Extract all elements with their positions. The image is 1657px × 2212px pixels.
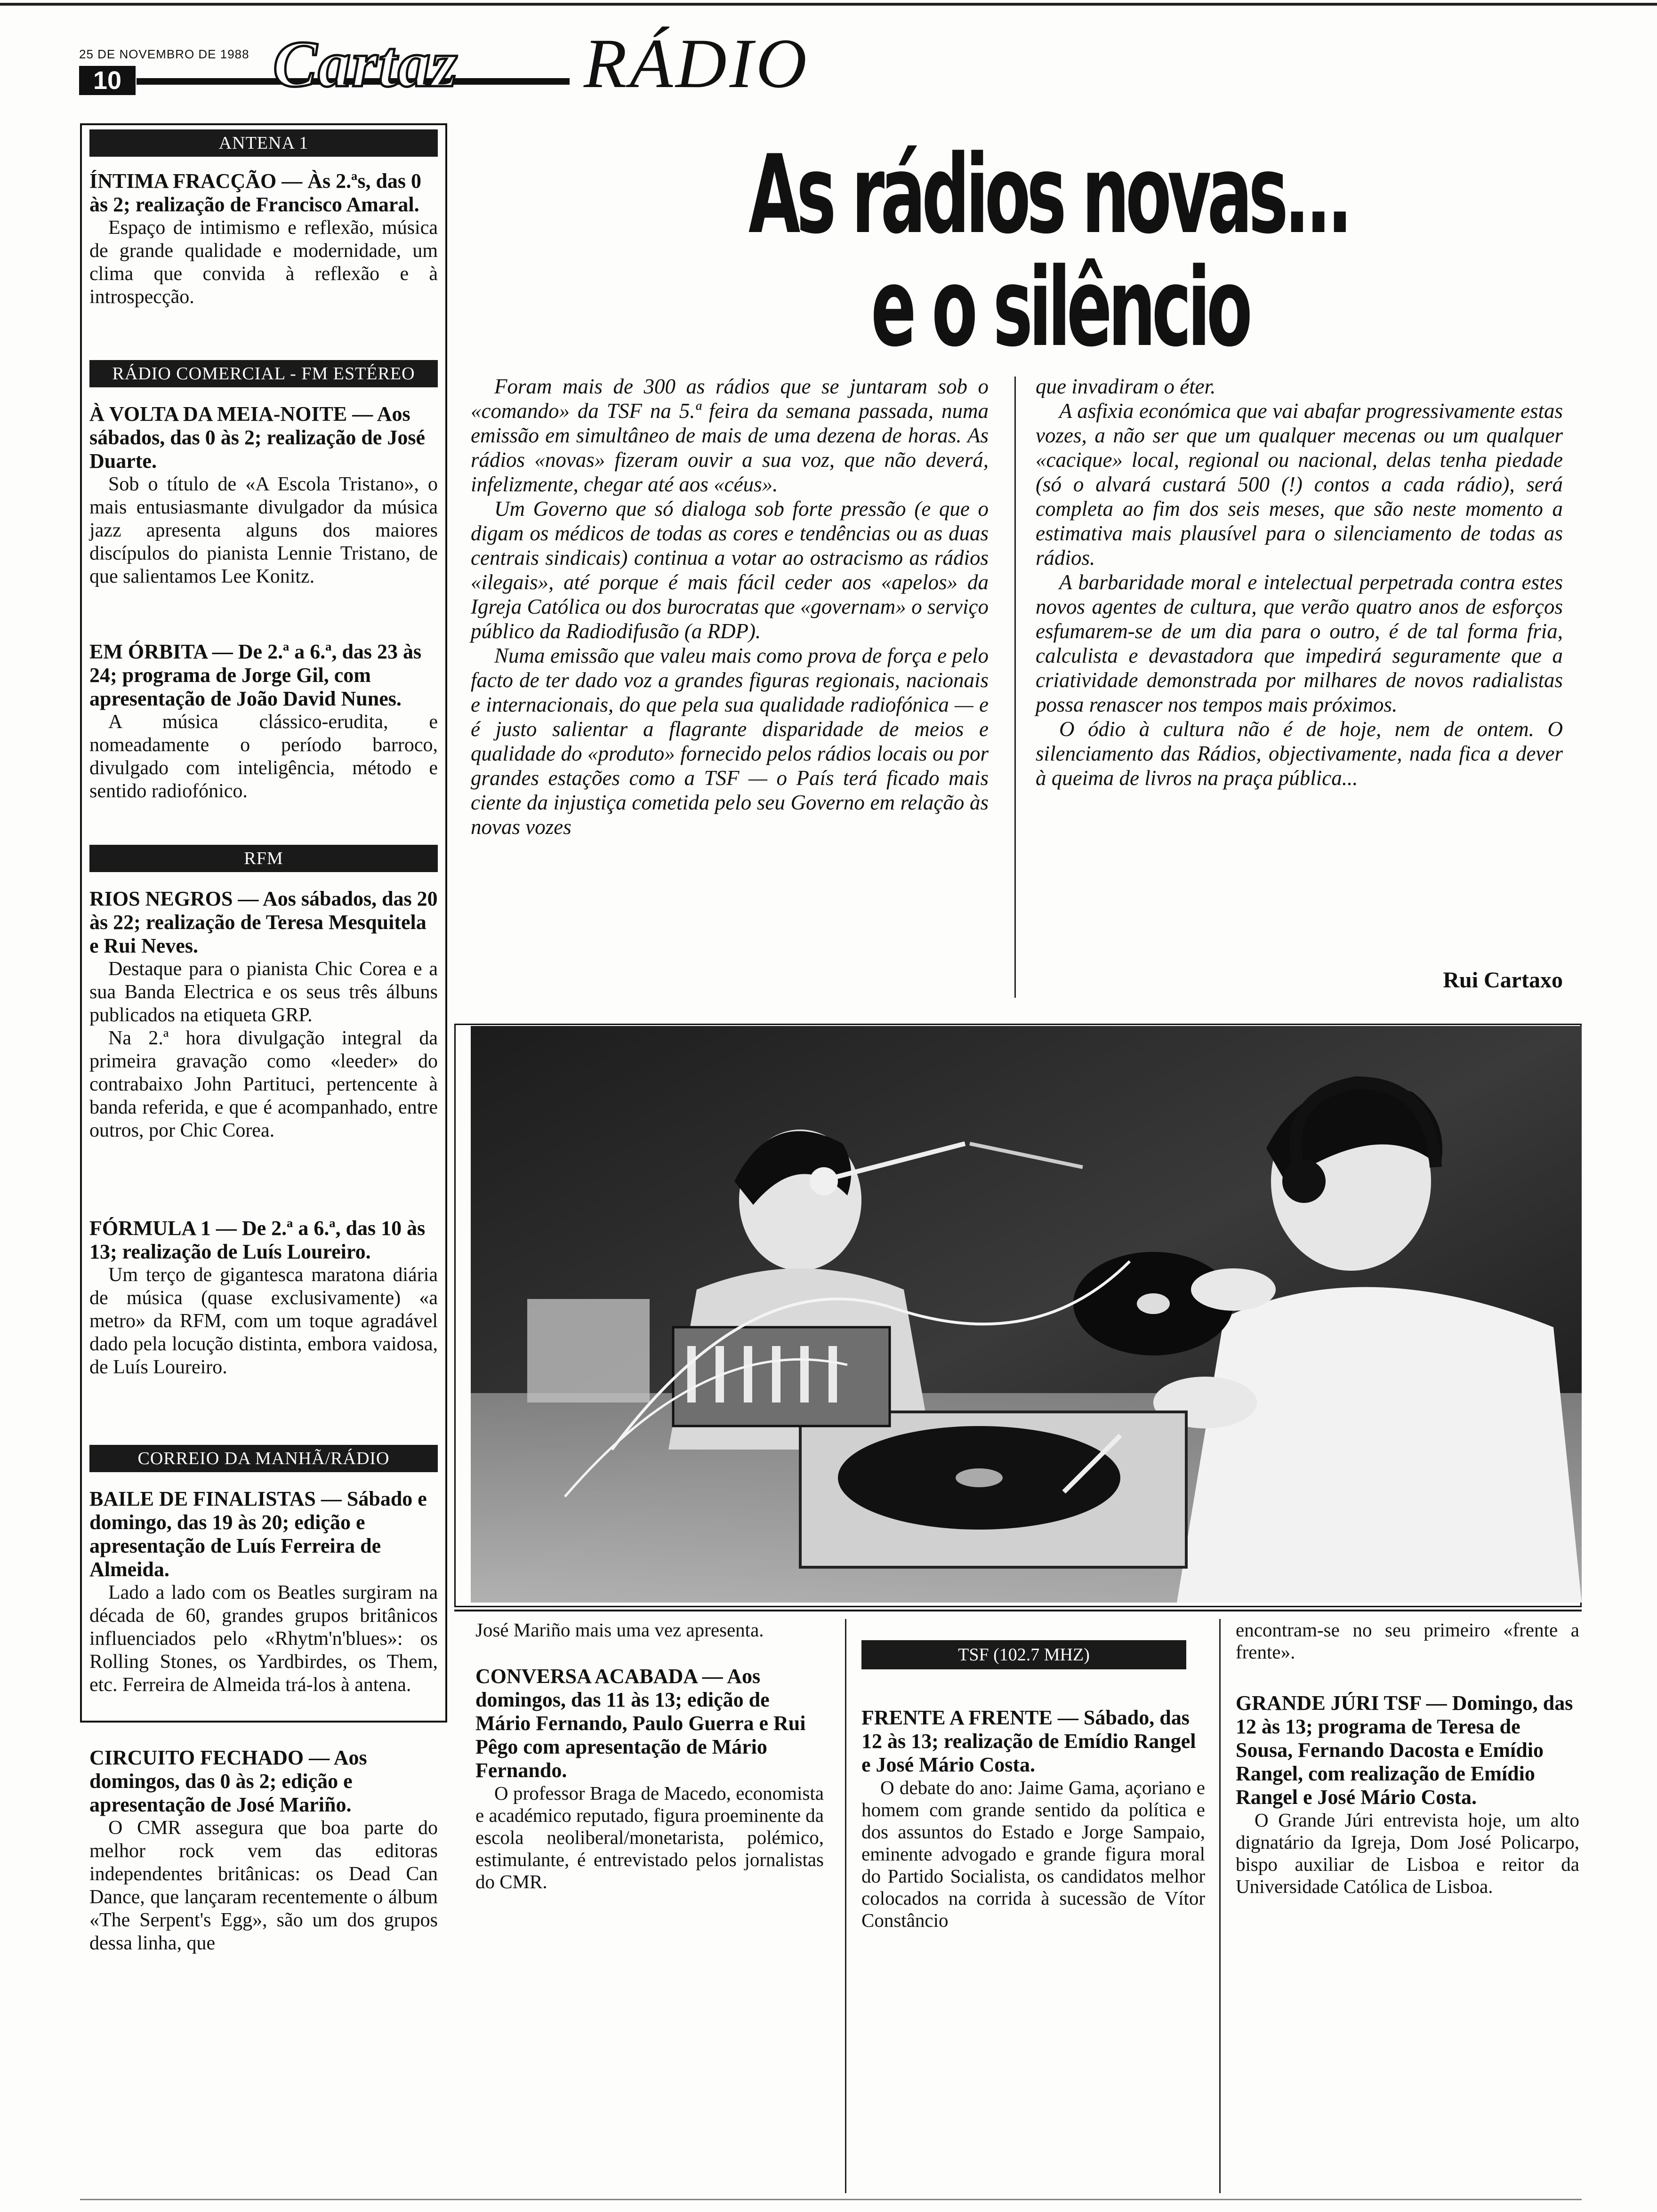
radio-studio-photo <box>471 1026 1582 1603</box>
logo-text: Cartaz <box>273 28 458 101</box>
continued-text: encontram-se no seu primeiro «frente a frente». <box>1236 1619 1579 1663</box>
listing-title: ÍNTIMA FRACÇÃO — Às 2.ªs, das 0 às 2; realização de Francisco Amaral. <box>89 169 422 216</box>
bottom-rule <box>454 1610 1582 1611</box>
listing-text: A música clássico-erudita, e nomeadamente o período barroco, divulgado com inteligência, método e sentido radiofónico. <box>89 711 438 802</box>
continued-text: José Mariño mais uma vez apresenta. <box>475 1619 764 1641</box>
article-paragraph: A barbaridade moral e intelectual perpetrada contra estes novos agentes de cultura, que verão quatro anos de esforços esfumarem-se de um dia para o outro, é de tal forma fria, calculista e devastadora que impedirá seguramente que a criatividade demonstrada por milhares de novos radialistas possa renascer nos tempos mais próximos. <box>1036 570 1563 716</box>
headline-line-2: e o silêncio <box>871 245 1249 371</box>
listing-text: Destaque para o pianista Chic Corea e a sua Banda Electrica e os seus três álbuns publicados na etiqueta GRP. <box>89 958 438 1026</box>
bottom-column-1 <box>475 1619 824 1893</box>
photo-illustration <box>471 1026 1582 1603</box>
page-bottom-border <box>80 2199 1582 2200</box>
listing-text: O Grande Júri entrevista hoje, um alto dignatário da Igreja, Dom José Policarpo, bispo auxiliar de Lisboa e reitor da Universidade Católica de Lisboa. <box>1236 1809 1579 1897</box>
article-paragraph: A asfixia económica que vai abafar progressivamente estas vozes, a não ser que um qualquer mecenas ou um qualquer «cacique» local, regional ou nacional, delas tenha piedade (só o alvará custará 500 (!) contos a cada rádio), será completa ao fim dos seis meses, que são neste momento a estimativa mais plausível para o silenciamento de todas as rádios. <box>1036 399 1563 569</box>
listing-title: GRANDE JÚRI TSF — Domingo, das 12 às 13; programa de Teresa de Sousa, Fernando Dacosta e Emídio Rangel, com realização de Emídio Rangel e José Mário Costa. <box>1236 1691 1573 1809</box>
author-byline: Rui Cartaxo <box>1443 968 1563 993</box>
column-rule <box>845 1619 846 2193</box>
headline-line-1: As rádios novas... <box>748 132 1349 258</box>
article-column-1 <box>471 374 989 839</box>
listing-text: Lado a lado com os Beatles surgiram na década de 60, grandes grupos britânicos influenciados pelo «Rhytm'n'blues»: os Rolling Stones, os Yardbirdes, os Them, etc. Ferreira de Almeida trá-los à antena. <box>89 1582 438 1696</box>
section-label-correio: CORREIO DA MANHÃ/RÁDIO <box>89 1445 438 1472</box>
article-paragraph: Numa emissão que valeu mais como prova de força e pelo facto de ter dado voz a grandes figuras regionais, nacionais e internacionais, do que pela sua qualidade radiofónica — e é justo salientar a flagrante disparidade de meios e qualidade do «produto» fornecido pelos rádios locais ou por grandes estações como a TSF — o País terá ficado mais ciente da injustiça cometida pelo seu Governo em relação às novas vozes <box>471 644 989 839</box>
article-paragraph: Foram mais de 300 as rádios que se juntaram sob o «comando» da TSF na 5.ª feira da semana passada, numa emissão em simultâneo de mais de uma dezena de horas. As rádios «novas» fizeram ouvir a sua voz, que não deverá, infelizmente, chegar até aos «céus». <box>471 375 989 496</box>
listing-rios-negros <box>89 887 438 1142</box>
listing-text: Na 2.ª hora divulgação integral da primeira gravação como «leeder» do contrabaixo John Partituci, pertencente à banda referida, e que é acompanhado, entre outros, por Chic Corea. <box>89 1027 438 1141</box>
show-through-print <box>810 47 1648 104</box>
listing-em-orbita <box>89 640 438 803</box>
section-label-antena1: ANTENA 1 <box>89 129 438 157</box>
top-rule <box>0 3 1657 6</box>
listing-title: RIOS NEGROS — Aos sábados, das 20 às 22; realização de Teresa Mesquitela e Rui Neves. <box>89 887 438 957</box>
listing-circuito-fechado <box>89 1746 438 1955</box>
article-paragraph: que invadiram o éter. <box>1036 375 1216 398</box>
listing-text: Um terço de gigantesca maratona diária de música (quase exclusivamente) «a metro» da RFM, com um toque agradável dado pela locução distinta, embora vaidosa, de Luís Loureiro. <box>89 1264 438 1378</box>
section-label-rfm: RFM <box>89 845 438 872</box>
listing-text: Espaço de intimismo e reflexão, música de grande qualidade e modernidade, um clima que convida à reflexão e à introspecção. <box>89 217 438 308</box>
bottom-column-3 <box>1236 1619 1579 1898</box>
section-label-comercial: RÁDIO COMERCIAL - FM ESTÉREO <box>89 360 438 387</box>
listing-baile-finalistas <box>89 1487 438 1697</box>
listing-text: O debate do ano: Jaime Gama, açoriano e homem com grande sentido da política e dos assuntos do Estado e Jorge Sampaio, eminente advogado e grande figura moral do Partido Socialista, os candidatos melhor colocados na corrida à sucessão de Vítor Constâncio <box>861 1777 1205 1931</box>
column-rule <box>1014 377 1016 998</box>
listing-title: CIRCUITO FECHADO — Aos domingos, das 0 às 2; edição e apresentação de José Mariño. <box>89 1746 367 1816</box>
listing-text: Sob o título de «A Escola Tristano», o mais entusiasmante divulgador da música jazz apresenta alguns dos maiores discípulos do pianista Lennie Tristano, de que salientamos Lee Konitz. <box>89 473 438 587</box>
listing-volta-meia-noite <box>89 402 438 588</box>
cartaz-logo <box>273 29 494 100</box>
listing-text: O CMR assegura que boa parte do melhor rock vem das editoras independentes britânicas: os Dead Can Dance, que lançaram recentemente o álbum «The Serpent's Egg», são um dos grupos dessa linha, que <box>89 1817 438 1954</box>
listing-title: CONVERSA ACABADA — Aos domingos, das 11 às 13; edição de Mário Fernando, Paulo Guerra e Rui Pêgo com apresentação de Mário Fernando. <box>475 1665 806 1782</box>
article-paragraph: Um Governo que só dialoga sob forte pressão (e que o digam os médicos de todas as cores e tendências ou as duas centrais sindicais) continua a votar ao ostracismo as rádios «ilegais», até porque é mais fácil ceder aos «apelos» da Igreja Católica ou dos burocratas que «governam» o serviço público da Radiodifusão (a RDP). <box>471 497 989 643</box>
bottom-column-2 <box>861 1706 1205 1931</box>
listing-title: BAILE DE FINALISTAS — Sábado e domingo, das 19 às 20; edição e apresentação de Luís Ferreira de Almeida. <box>89 1487 427 1581</box>
listing-title: FÓRMULA 1 — De 2.ª a 6.ª, das 10 às 13; realização de Luís Loureiro. <box>89 1217 426 1263</box>
section-title: RÁDIO <box>584 24 810 103</box>
listing-intima-fraccao <box>89 169 438 309</box>
issue-date: 25 DE NOVEMBRO DE 1988 <box>79 47 249 61</box>
article-paragraph: O ódio à cultura não é de hoje, nem de ontem. O silenciamento das Rádios, objectivamente, nada fica a dever à queima de livros na praça pública... <box>1036 717 1563 790</box>
listing-title: À VOLTA DA MEIA-NOITE — Aos sábados, das 0 às 2; realização de José Duarte. <box>89 402 425 473</box>
column-rule <box>1219 1619 1221 2193</box>
listing-title: FRENTE A FRENTE — Sábado, das 12 às 13; realização de Emídio Rangel e José Mário Costa. <box>861 1706 1196 1776</box>
article-column-2 <box>1036 374 1563 790</box>
listing-text: O professor Braga de Macedo, economista e académico reputado, figura proeminente da escola neoliberal/monetarista, polémico, estimulante, é entrevistado pelos jornalistas do CMR. <box>475 1782 824 1892</box>
listing-formula-1 <box>89 1217 438 1379</box>
listing-title: EM ÓRBITA — De 2.ª a 6.ª, das 23 às 24; programa de Jorge Gil, com apresentação de João David Nunes. <box>89 640 422 710</box>
page-number: 10 <box>79 66 136 95</box>
section-label-tsf: TSF (102.7 MHZ) <box>861 1640 1186 1669</box>
